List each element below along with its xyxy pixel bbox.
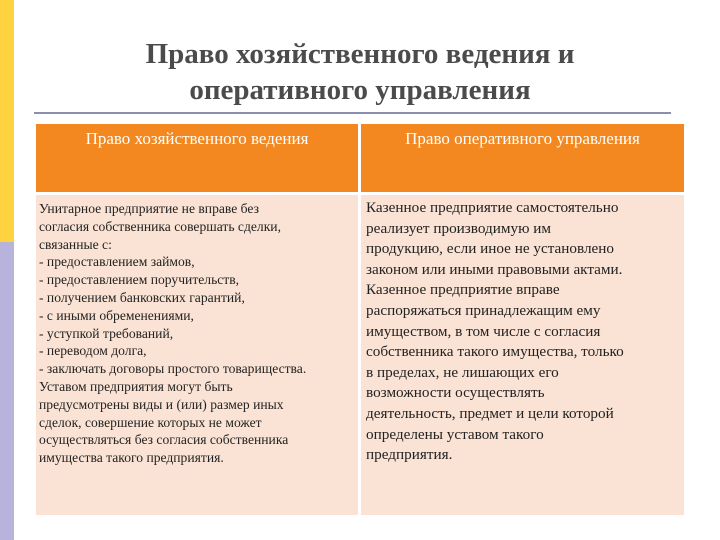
cell-text-line: деятельность, предмет и цели которой: [366, 404, 614, 422]
cell-text-line: связанные с:: [39, 236, 112, 252]
cell-text-line: осуществляться без согласия собственника: [39, 432, 289, 448]
cell-text-line: - уступкой требований,: [39, 325, 174, 341]
table-header-label: Право оперативного управления: [405, 129, 640, 148]
cell-text-line: согласия собственника совершать сделки,: [39, 218, 281, 234]
decorative-side-bar-top: [0, 0, 14, 242]
cell-text-line: Казенное предприятие самостоятельно: [366, 199, 619, 216]
table-header-operational-management: [361, 124, 684, 192]
decorative-side-bar-bottom: [0, 242, 14, 540]
slide-title-line-1: Право хозяйственного ведения и: [145, 38, 575, 70]
table-header-label: Право хозяйственного ведения: [85, 129, 309, 148]
cell-text-line: - заключать договоры простого товарищества.: [39, 361, 307, 377]
table-header-economic-management: [36, 124, 358, 192]
cell-text-line: Уставом предприятия могут быть: [39, 378, 233, 394]
cell-text-line: Казенное предприятие вправе: [366, 281, 560, 299]
cell-text-line: предусмотрены виды и (или) размер иных: [39, 396, 284, 412]
cell-text-line: собственника такого имущества, только: [366, 343, 624, 361]
cell-text-line: определены уставом такого: [366, 425, 544, 443]
slide-title-line-2: оперативного управления: [189, 74, 531, 106]
table-cell-economic-management: [36, 195, 358, 515]
cell-text-line: имущества такого предприятия.: [39, 450, 224, 466]
cell-text-line: - предоставлением займов,: [39, 254, 195, 270]
cell-text-line: возможности осуществлять: [366, 384, 545, 402]
cell-text-line: распоряжаться принадлежащим ему: [366, 301, 601, 319]
cell-text-line: законом или иными правовыми актами.: [366, 260, 623, 278]
cell-text-line: реализует производимую им: [366, 219, 551, 237]
cell-text-line: продукцию, если иное не установлено: [366, 240, 615, 258]
cell-text-line: - переводом долга,: [39, 343, 147, 359]
cell-text-line: предприятия.: [366, 446, 453, 464]
cell-text-line: сделок, совершение которых не может: [39, 414, 262, 430]
cell-text-line: имуществом, в том числе с согласия: [366, 322, 601, 340]
title-divider: [34, 112, 671, 114]
cell-text-line: Унитарное предприятие не вправе без: [39, 201, 259, 216]
cell-text-line: - предоставлением поручительств,: [39, 272, 240, 288]
slide-title: [60, 36, 660, 108]
cell-text-line: в пределах, не лишающих его: [366, 363, 559, 381]
cell-text-line: - с иными обременениями,: [39, 307, 194, 323]
cell-text-line: - получением банковских гарантий,: [39, 289, 245, 305]
table-cell-operational-management: [361, 195, 684, 515]
